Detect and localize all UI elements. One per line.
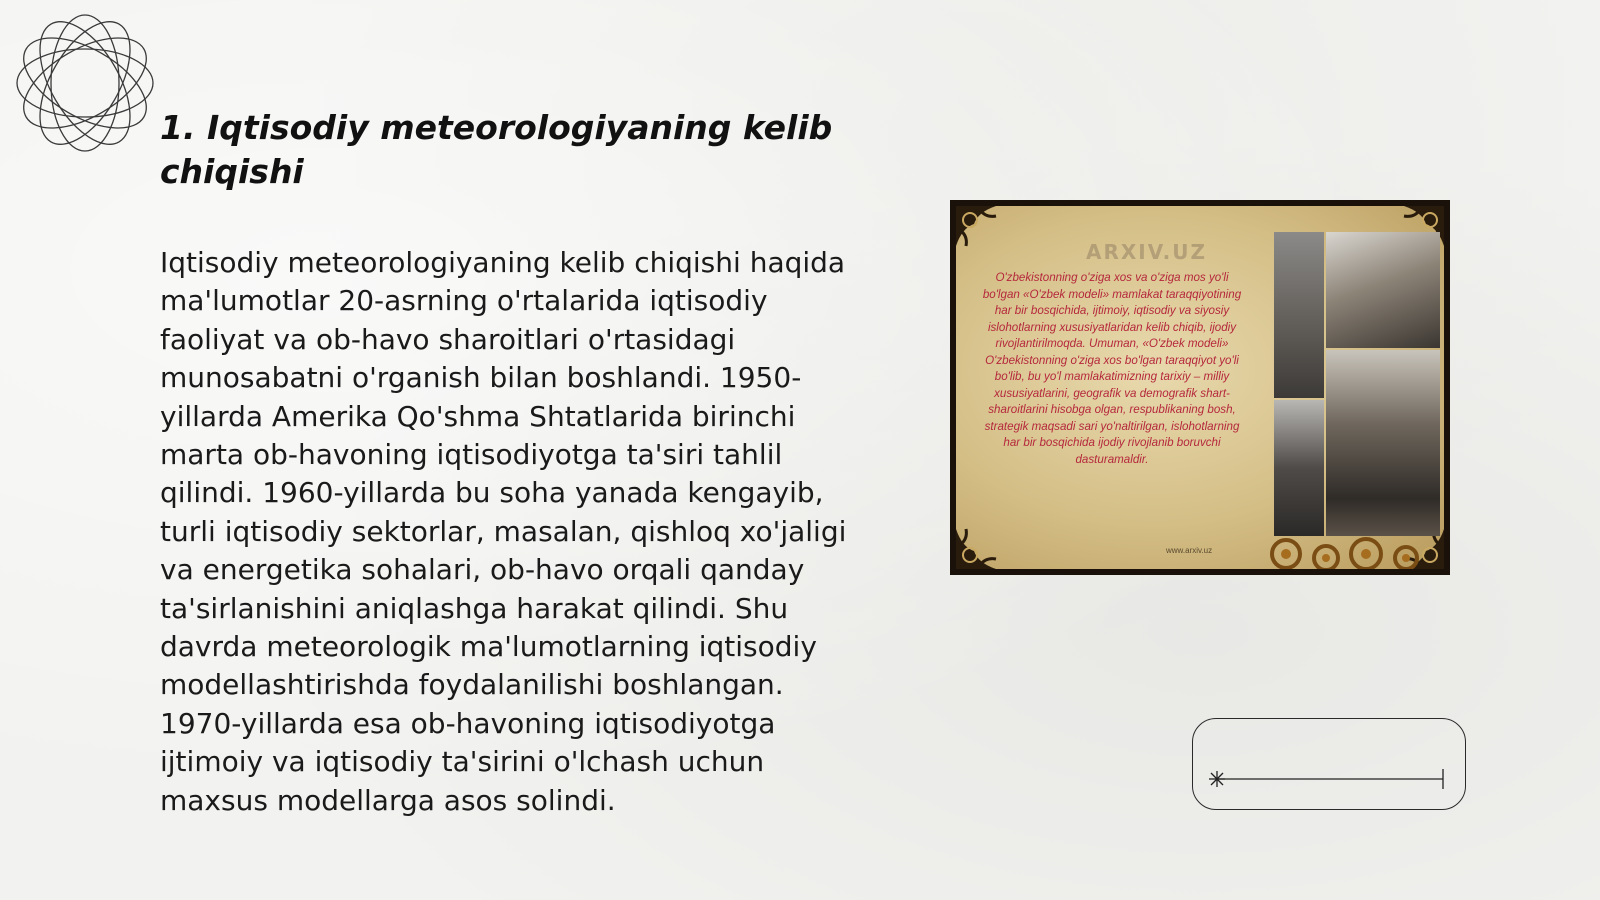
photo-tile — [1326, 350, 1440, 536]
circle-rosette-icon — [10, 8, 160, 158]
gears-icon — [1256, 528, 1436, 569]
image-content — [956, 206, 1444, 569]
photo-tile — [1326, 232, 1440, 348]
photo-tile — [1274, 400, 1324, 536]
photo-collage — [1274, 232, 1440, 536]
corner-ornament-icon — [956, 523, 1002, 569]
image-footer-text: www.arxiv.uz — [1166, 546, 1213, 555]
slide-title: 1. Iqtisodiy meteorologiyaning kelib chiqishi — [160, 108, 833, 191]
sparkle-line-icon — [1205, 767, 1455, 791]
embedded-image — [950, 200, 1450, 575]
image-watermark: ARXIV.UZ — [1086, 240, 1207, 264]
image-caption-text: O'zbekistonning o'ziga xos va o'ziga mos yo'li bo'lgan «O'zbek modeli» mamlakat taraqqiyotining har bir bosqichida, ijtimoiy, iqtisodiy va siyosiy islohotlarning xususiyatlaridan kelib chiqib, ijodiy rivojlantirilmoqda. Umuman, «O'zbek modeli» O'zbekistonning o'ziga xos bo'lgan taraqqiyot yo'li bo'lib, bu yo'l mamlakatimizning tarixiy – milliy xususiyatlarini, geografik va demografik shart-sharoitlarini hisobga olgan, respublikaning bosh, strategik maqsadi sari yo'naltirilgan, islohotlarning har bir bosqichida ijodiy rivojlanib boruvchi dasturamaldir. — [982, 271, 1242, 466]
decorative-callout-box — [1192, 718, 1466, 810]
corner-ornament-icon — [956, 206, 1002, 252]
body-paragraph: Iqtisodiy meteorologiyaning kelib chiqishi haqida ma'lumotlar 20-asrning o'rtalarida iqtisodiy faoliyat va ob-havo sharoitlari o'rtasidagi munosabatni o'rganish bilan boshlandi. 1950-yillarda Amerika Qo'shma Shtatlarida birinchi marta ob-havoning iqtisodiyotga ta'siri tahlil qilindi. 1960-yillarda bu soha yanada kengayib, turli iqtisodiy sektorlar, masalan, qishloq xo'jaligi va energetika sohalari, ob-havo orqali qanday ta'sirlanishini aniqlashga harakat qilindi. Shu davrda meteorologik ma'lumotlarning iqtisodiy modellashtirishda foydalanilishi boshlangan. 1970-yillarda esa ob-havoning iqtisodiyotga ijtimoiy va iqtisodiy ta'sirini o'lchash uchun maxsus modellarga asos solindi. — [160, 246, 847, 817]
photo-tile — [1274, 232, 1324, 398]
